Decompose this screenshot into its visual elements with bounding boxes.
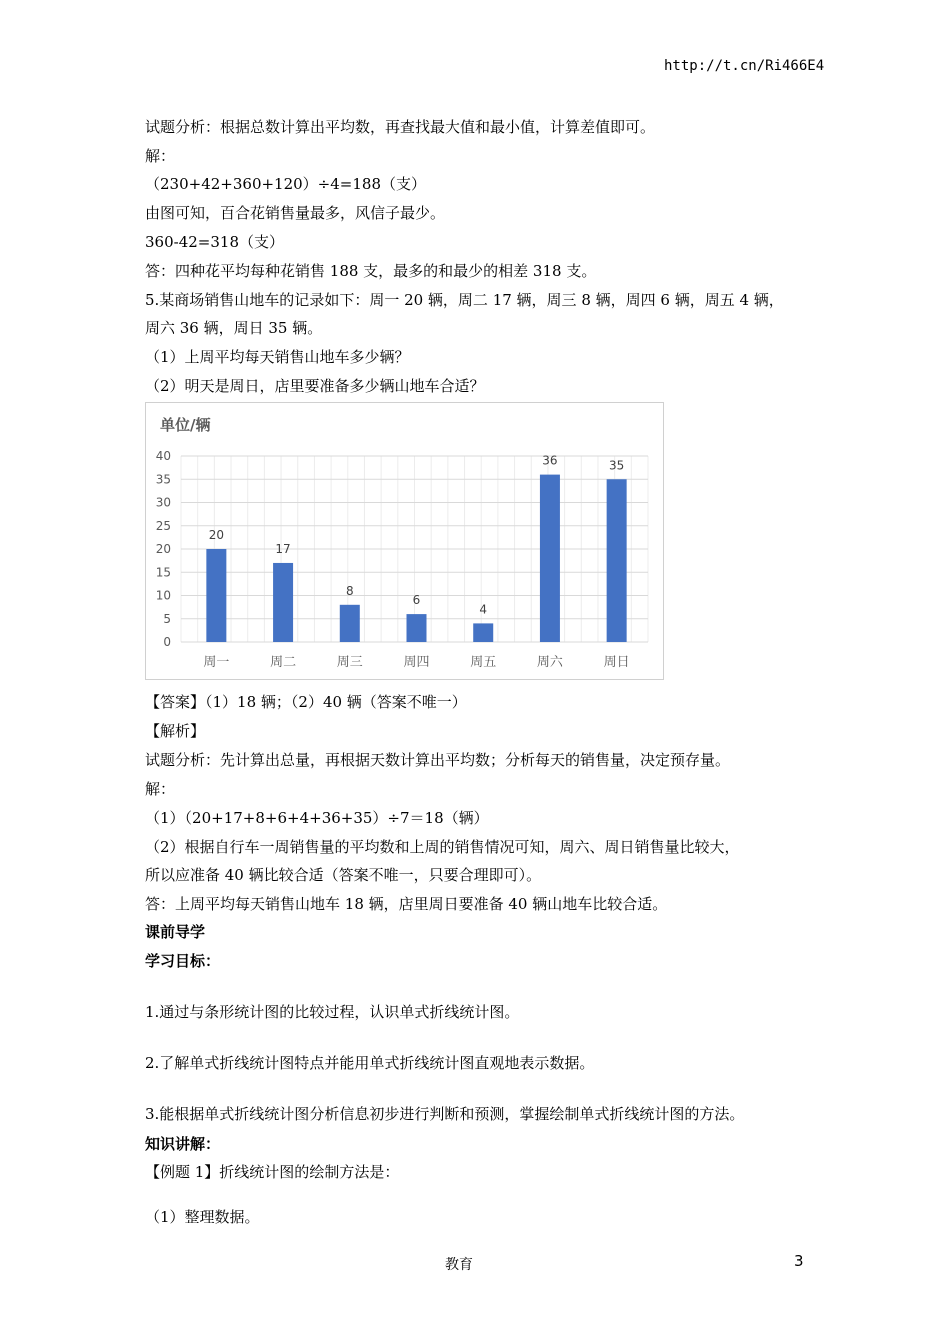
bar-chart-svg (146, 403, 663, 679)
data-label: 8 (345, 583, 354, 598)
x-tick-label: 周四 (403, 655, 430, 670)
y-tick-label: 5 (163, 611, 171, 626)
x-tick-label: 周二 (270, 655, 297, 670)
y-tick-label: 40 (155, 449, 171, 463)
text-line: 答：上周平均每天销售山地车 18 辆，店里周日要准备 40 辆山地车比较合适。 (145, 895, 668, 913)
bar-chart (145, 402, 664, 680)
text-line: （2）根据自行车一周销售量的平均数和上周的销售情况可知，周六、周日销售量比较大， (145, 838, 740, 856)
data-label: 17 (275, 541, 291, 556)
y-tick-label: 20 (155, 542, 171, 556)
x-tick-label: 周一 (203, 655, 230, 670)
x-tick-label: 周三 (336, 655, 363, 670)
example-heading: 【例题 1】折线统计图的绘制方法是： (145, 1163, 400, 1181)
y-tick-label: 35 (155, 472, 171, 487)
x-tick-label: 周日 (603, 655, 630, 670)
step-line: （1）整理数据。 (145, 1208, 260, 1226)
analysis-heading: 【解析】 (145, 722, 206, 740)
text-line: 试题分析：根据总数计算出平均数，再查找最大值和最小值，计算差值即可。 (145, 118, 656, 136)
goal-item: 3.能根据单式折线统计图分析信息初步进行判断和预测，掌握绘制单式折线统计图的方法。 (145, 1105, 745, 1123)
y-tick-label: 30 (155, 495, 171, 510)
y-tick-label: 25 (155, 518, 171, 533)
question-line: 5.某商场销售山地车的记录如下：周一 20 辆，周二 17 辆，周三 8 辆，周四 6 辆，周五 4 辆， (145, 291, 784, 309)
question-line: （2）明天是周日，店里要准备多少辆山地车合适？ (145, 377, 485, 395)
section-heading: 课前导学 (145, 923, 206, 941)
question-line: 周六 36 辆，周日 35 辆。 (145, 319, 323, 337)
y-tick-label: 10 (155, 588, 171, 603)
text-line: （230+42+360+120）÷4=188（支） (145, 175, 426, 193)
header-url[interactable]: http://t.cn/Ri466E4 (664, 58, 825, 74)
bar (540, 475, 560, 642)
answer-line: 【答案】（1）18 辆；（2）40 辆（答案不唯一） (145, 693, 467, 711)
footer-label: 教育 (445, 1257, 473, 1273)
chart-title: 单位/辆 (160, 416, 211, 434)
bar (206, 549, 226, 642)
goal-item: 2.了解单式折线统计图特点并能用单式折线统计图直观地表示数据。 (145, 1054, 595, 1072)
bar (407, 614, 427, 642)
text-line: 试题分析：先计算出总量，再根据天数计算出平均数；分析每天的销售量，决定预存量。 (145, 751, 731, 769)
question-line: （1）上周平均每天销售山地车多少辆？ (145, 348, 410, 366)
page-number: 3 (794, 1252, 804, 1270)
text-line: 解： (145, 147, 176, 165)
text-line: 所以应准备 40 辆比较合适（答案不唯一，只要合理即可）。 (145, 866, 542, 884)
section-subheading: 学习目标： (145, 952, 221, 970)
knowledge-heading: 知识讲解： (145, 1135, 221, 1153)
text-line: 解： (145, 780, 176, 798)
data-label: 36 (542, 453, 558, 468)
text-line: 360-42=318（支） (145, 233, 284, 251)
x-tick-label: 周五 (470, 655, 497, 670)
y-tick-label: 15 (155, 565, 171, 580)
text-line: 由图可知，百合花销售量最多，风信子最少。 (145, 204, 446, 222)
data-label: 4 (479, 602, 488, 617)
y-tick-label: 0 (163, 635, 171, 649)
goal-item: 1.通过与条形统计图的比较过程，认识单式折线统计图。 (145, 1003, 520, 1021)
bar (473, 623, 493, 642)
text-line: 答：四种花平均每种花销售 188 支，最多的和最少的相差 318 支。 (145, 262, 597, 280)
bar (340, 605, 360, 642)
data-label: 6 (412, 593, 421, 608)
bar (273, 563, 293, 642)
data-label: 35 (609, 458, 625, 473)
text-line: （1）（20+17+8+6+4+36+35）÷7＝18（辆） (145, 809, 489, 827)
bar (607, 479, 627, 642)
x-tick-label: 周六 (536, 655, 563, 670)
data-label: 20 (208, 528, 224, 542)
